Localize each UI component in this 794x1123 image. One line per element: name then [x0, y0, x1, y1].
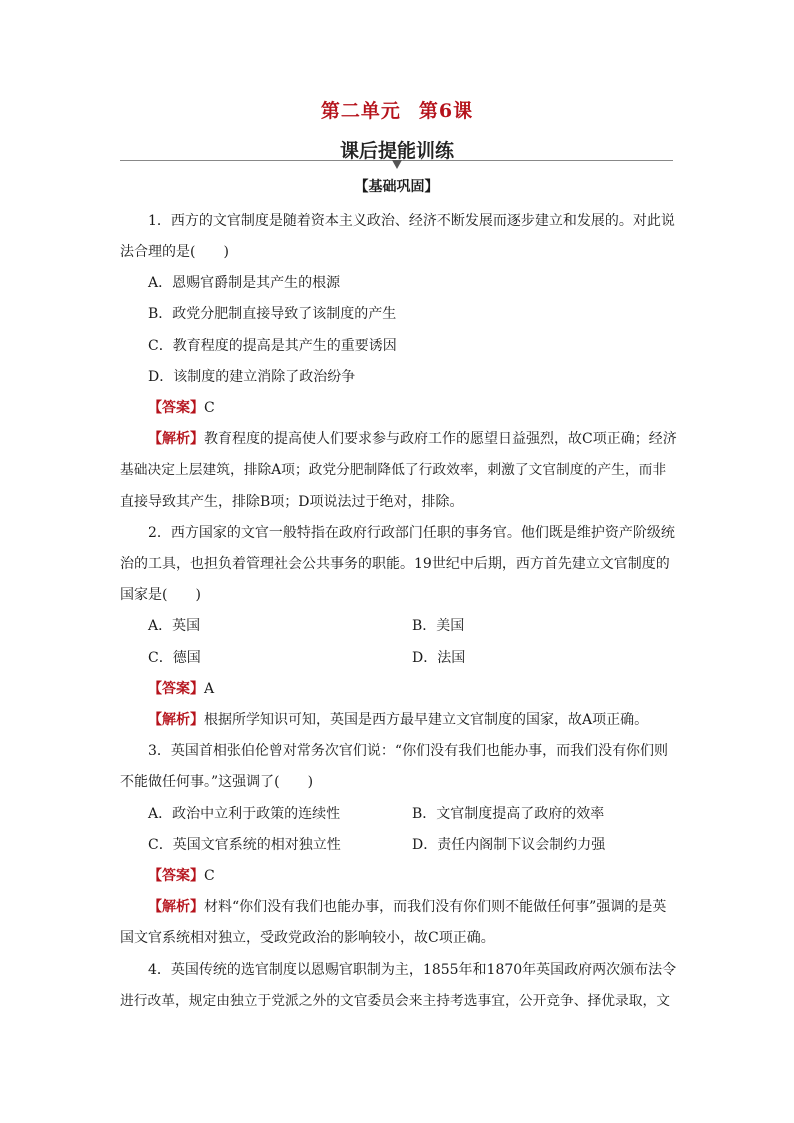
answer-value: C: [204, 400, 215, 416]
q2-stem-line1: 2．西方国家的文官一般特指在政府行政部门任职的事务官。他们既是维护资产阶级统: [148, 525, 675, 541]
q1-option-d: D．该制度的建立消除了政治纷争: [148, 369, 356, 385]
answer-value: A: [204, 681, 215, 697]
q2-option-b: B．美国: [412, 618, 465, 634]
q1-option-c: C．教育程度的提高是其产生的重要诱因: [148, 338, 397, 354]
answer-tag: 【答案】: [148, 868, 204, 884]
q2-stem-line3: 国家是( ): [120, 587, 201, 603]
analysis-tag: 【解析】: [148, 712, 204, 728]
q3-stem-line1: 3．英国首相张伯伦曾对常务次官们说：“你们没有我们也能办事，而我们没有你们则: [148, 743, 669, 759]
page-subtitle: 课后提能训练: [339, 140, 454, 162]
q3-answer: [120, 865, 701, 887]
answer-tag: 【答案】: [148, 400, 204, 416]
divider-arrow-icon: [392, 160, 402, 169]
q3-option-d: D．责任内阁制下议会制约力强: [412, 837, 606, 853]
q1-analysis-line3: 直接导致其产生，排除B项；D项说法过于绝对，排除。: [120, 494, 464, 510]
analysis-tag: 【解析】: [148, 431, 204, 447]
lesson-title: [0, 96, 794, 123]
answer-value: C: [204, 868, 215, 884]
q1-stem-line2: 法合理的是( ): [120, 244, 229, 260]
q3-analysis-line2: 国文官系统相对独立，受政党政治的影响较小，故C项正确。: [120, 930, 495, 946]
q1-analysis-line2: 基础决定上层建筑，排除A项；政党分肥制降低了行政效率，刺激了文官制度的产生，而非: [120, 462, 667, 478]
q2-stem-line2: 治的工具，也担负着管理社会公共事务的职能。19世纪中后期，西方首先建立文官制度的: [120, 556, 670, 572]
q3-options-row2: [120, 834, 701, 856]
q1-option-b: B．政党分肥制直接导致了该制度的产生: [148, 306, 397, 322]
lesson-label: 第6课: [418, 100, 474, 122]
q2-options-row1: [120, 615, 701, 637]
section-title: 【基础巩固】: [354, 179, 439, 195]
q2-option-c: C．德国: [148, 650, 201, 666]
q1-option-a: A．恩赐官爵制是其产生的根源: [148, 275, 341, 291]
q1-stem-line1: 1．西方的文官制度是随着资本主义政治、经济不断发展而逐步建立和发展的。对此说: [148, 213, 675, 229]
q1-answer: [120, 397, 701, 419]
q3-stem-line2: 不能做任何事。”这强调了( ): [120, 774, 314, 790]
q3-options-row1: [120, 803, 701, 825]
q2-option-d: D．法国: [412, 650, 466, 666]
q4-stem-line2: 进行改革，规定由独立于党派之外的文官委员会来主持考选事宜，公开竞争、择优录取，文: [120, 993, 671, 1009]
analysis-tag: 【解析】: [148, 899, 204, 915]
q1-analysis-line1: [120, 428, 701, 450]
analysis-text: 教育程度的提高使人们要求参与政府工作的愿望日益强烈，故C项正确；经济: [204, 431, 677, 447]
q3-option-b: B．文官制度提高了政府的效率: [412, 806, 605, 822]
q2-analysis-line1: [120, 709, 701, 731]
q2-options-row2: [120, 647, 701, 669]
unit-label: 第二单元: [320, 100, 401, 122]
q3-option-c: C．英国文官系统的相对独立性: [148, 837, 341, 853]
analysis-text: 根据所学知识可知，英国是西方最早建立文官制度的国家，故A项正确。: [204, 712, 649, 728]
q3-analysis-line1: [120, 896, 701, 918]
answer-tag: 【答案】: [148, 681, 204, 697]
q2-answer: [120, 678, 701, 700]
q4-stem-line1: 4．英国传统的选官制度以恩赐官职制为主，1855年和1870年英国政府两次颁布法令: [148, 962, 677, 978]
q2-option-a: A．英国: [148, 618, 201, 634]
q3-option-a: A．政治中立利于政策的连续性: [148, 806, 341, 822]
analysis-text: 材料“你们没有我们也能办事，而我们没有你们则不能做任何事”强调的是英: [204, 899, 667, 915]
